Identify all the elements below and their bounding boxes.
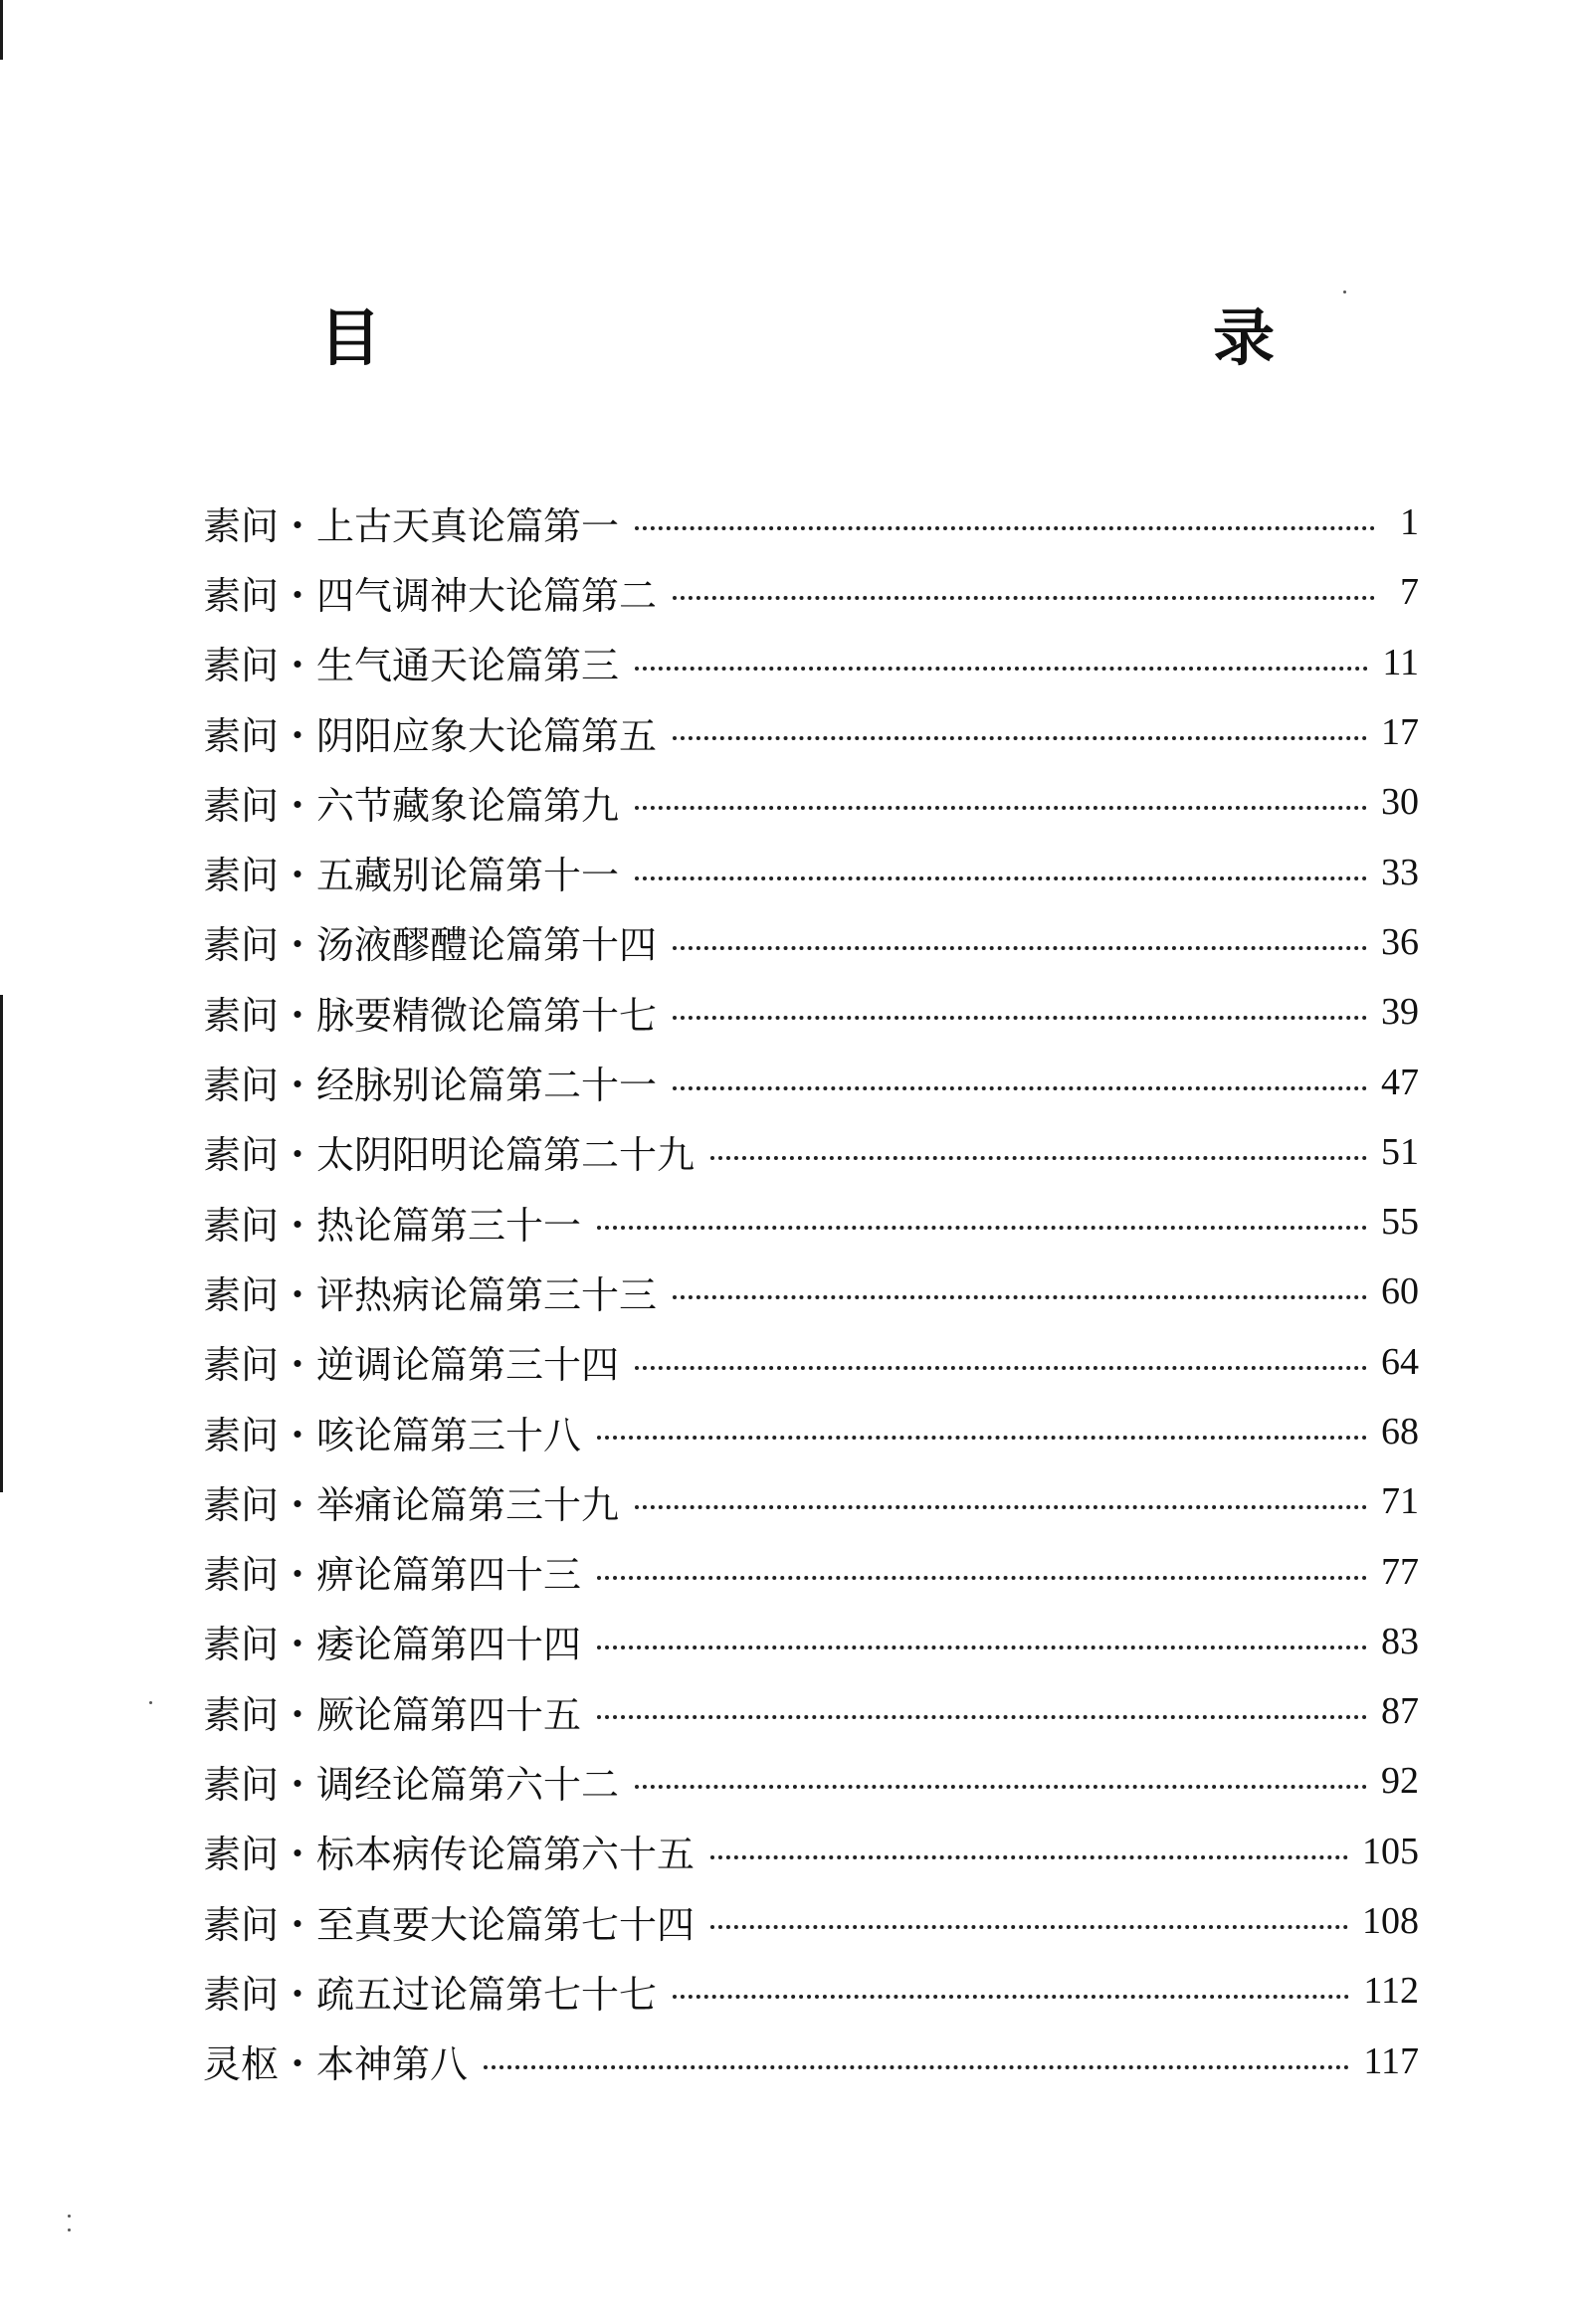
dot-leader xyxy=(673,596,1375,600)
toc-entry-page: 60 xyxy=(1381,1270,1419,1313)
toc-entry-page: 47 xyxy=(1381,1061,1419,1103)
toc-entry[interactable] xyxy=(203,1257,1419,1326)
dot-leader xyxy=(710,1156,1367,1160)
scan-edge-left-upper xyxy=(0,0,3,60)
dot-leader xyxy=(673,946,1367,950)
toc-entry[interactable] xyxy=(203,1536,1419,1606)
toc-entry-label: 素问・太阴阳明论篇第二十九 xyxy=(203,1133,696,1178)
toc-entry[interactable] xyxy=(203,1817,1419,1886)
toc-entry-label: 素问・脉要精微论篇第十七 xyxy=(203,993,658,1038)
toc-entry-page: 17 xyxy=(1381,711,1419,754)
toc-entry[interactable] xyxy=(203,1956,1419,2026)
toc-entry-label: 素问・痹论篇第四十三 xyxy=(203,1553,582,1598)
toc-entry-page: 39 xyxy=(1381,991,1419,1034)
toc-entry-label: 素问・举痛论篇第三十九 xyxy=(203,1482,620,1527)
scan-speck xyxy=(149,1701,152,1704)
toc-entry-page: 71 xyxy=(1381,1480,1419,1523)
toc-entry-page: 33 xyxy=(1381,851,1419,893)
scan-speck xyxy=(68,2228,71,2231)
scan-speck xyxy=(1343,290,1346,293)
toc-entry[interactable] xyxy=(203,628,1419,697)
toc-entry-page: 83 xyxy=(1381,1620,1419,1662)
toc-entry-label: 素问・上古天真论篇第一 xyxy=(203,503,620,548)
toc-entry-label: 素问・疏五过论篇第七十七 xyxy=(203,1972,658,2017)
toc-entry[interactable] xyxy=(203,1397,1419,1466)
toc-entry[interactable] xyxy=(203,1117,1419,1187)
toc-entry-page: 64 xyxy=(1381,1340,1419,1383)
toc-entry[interactable] xyxy=(203,977,1419,1047)
toc-entry-label: 素问・逆调论篇第三十四 xyxy=(203,1343,620,1388)
dot-leader xyxy=(635,667,1368,671)
toc-entry-label: 素问・热论篇第三十一 xyxy=(203,1203,582,1248)
toc-entry-page: 117 xyxy=(1363,2039,1419,2082)
toc-entry-page: 1 xyxy=(1400,501,1419,544)
toc-entry[interactable] xyxy=(203,767,1419,837)
dot-leader xyxy=(597,1715,1367,1719)
toc-entry-page: 11 xyxy=(1382,641,1419,683)
toc-entry-page: 51 xyxy=(1381,1130,1419,1173)
dot-leader xyxy=(484,2065,1349,2069)
toc-entry[interactable] xyxy=(203,907,1419,977)
toc-entry-label: 素问・五藏别论篇第十一 xyxy=(203,854,620,898)
toc-entry-label: 素问・痿论篇第四十四 xyxy=(203,1623,582,1667)
toc-entry[interactable] xyxy=(203,487,1419,557)
toc-entry[interactable] xyxy=(203,1607,1419,1676)
toc-entry-label: 素问・至真要大论篇第七十四 xyxy=(203,1902,696,1947)
toc-entry-page: 68 xyxy=(1381,1411,1419,1452)
dot-leader xyxy=(635,876,1367,880)
toc-entry-label: 素问・咳论篇第三十八 xyxy=(203,1413,582,1457)
toc-entry-label: 素问・四气调神大论篇第二 xyxy=(203,573,658,618)
toc-entry[interactable] xyxy=(203,557,1419,627)
dot-leader xyxy=(673,1016,1367,1020)
toc-entry[interactable] xyxy=(203,1886,1419,1956)
toc-entry-page: 77 xyxy=(1381,1550,1419,1593)
dot-leader xyxy=(597,1576,1367,1580)
dot-leader xyxy=(673,1295,1367,1299)
toc-entry-page: 30 xyxy=(1381,781,1419,824)
toc-entry[interactable] xyxy=(203,2027,1419,2096)
toc-entry-label: 素问・汤液醪醴论篇第十四 xyxy=(203,923,658,968)
toc-entry[interactable] xyxy=(203,697,1419,767)
toc-entry[interactable] xyxy=(203,1187,1419,1257)
dot-leader xyxy=(635,1366,1367,1370)
toc-entry-label: 素问・评热病论篇第三十三 xyxy=(203,1272,658,1317)
toc-entry-label: 素问・阴阳应象大论篇第五 xyxy=(203,713,658,758)
toc-entry-page: 7 xyxy=(1400,571,1419,614)
dot-leader xyxy=(635,1785,1367,1789)
dot-leader xyxy=(673,736,1367,740)
toc-entry-page: 105 xyxy=(1362,1830,1419,1872)
toc-entry[interactable] xyxy=(203,1466,1419,1536)
toc-entry-label: 素问・六节藏象论篇第九 xyxy=(203,783,620,828)
dot-leader xyxy=(710,1855,1348,1859)
dot-leader xyxy=(597,1646,1367,1649)
toc-entry[interactable] xyxy=(203,1047,1419,1116)
dot-leader xyxy=(635,1505,1367,1509)
toc-entry-page: 36 xyxy=(1381,920,1419,963)
toc-entry-label: 素问・经脉别论篇第二十一 xyxy=(203,1064,658,1108)
toc-entry-label: 素问・调经论篇第六十二 xyxy=(203,1762,620,1807)
scan-edge-left-lower xyxy=(0,995,3,1492)
dot-leader xyxy=(635,806,1367,810)
toc-entry-label: 灵枢・本神第八 xyxy=(203,2042,469,2087)
dot-leader xyxy=(597,1436,1367,1440)
dot-leader xyxy=(635,526,1375,530)
table-of-contents xyxy=(203,487,1419,2096)
dot-leader xyxy=(710,1925,1348,1929)
toc-entry-page: 92 xyxy=(1381,1760,1419,1803)
dot-leader xyxy=(673,1086,1367,1090)
toc-entry-label: 素问・生气通天论篇第三 xyxy=(203,644,620,688)
toc-entry-page: 112 xyxy=(1363,1970,1419,2013)
toc-entry[interactable] xyxy=(203,1746,1419,1816)
toc-entry[interactable] xyxy=(203,1327,1419,1397)
toc-entry-page: 55 xyxy=(1381,1201,1419,1244)
dot-leader xyxy=(673,1995,1349,1999)
toc-entry-label: 素问・标本病传论篇第六十五 xyxy=(203,1833,696,1877)
toc-entry[interactable] xyxy=(203,837,1419,906)
toc-entry-page: 108 xyxy=(1362,1900,1419,1943)
toc-entry-label: 素问・厥论篇第四十五 xyxy=(203,1692,582,1737)
toc-entry-page: 87 xyxy=(1381,1690,1419,1733)
toc-entry[interactable] xyxy=(203,1676,1419,1746)
scan-speck xyxy=(68,2215,71,2218)
page-title: 目 录 xyxy=(318,301,1425,374)
dot-leader xyxy=(597,1226,1367,1230)
